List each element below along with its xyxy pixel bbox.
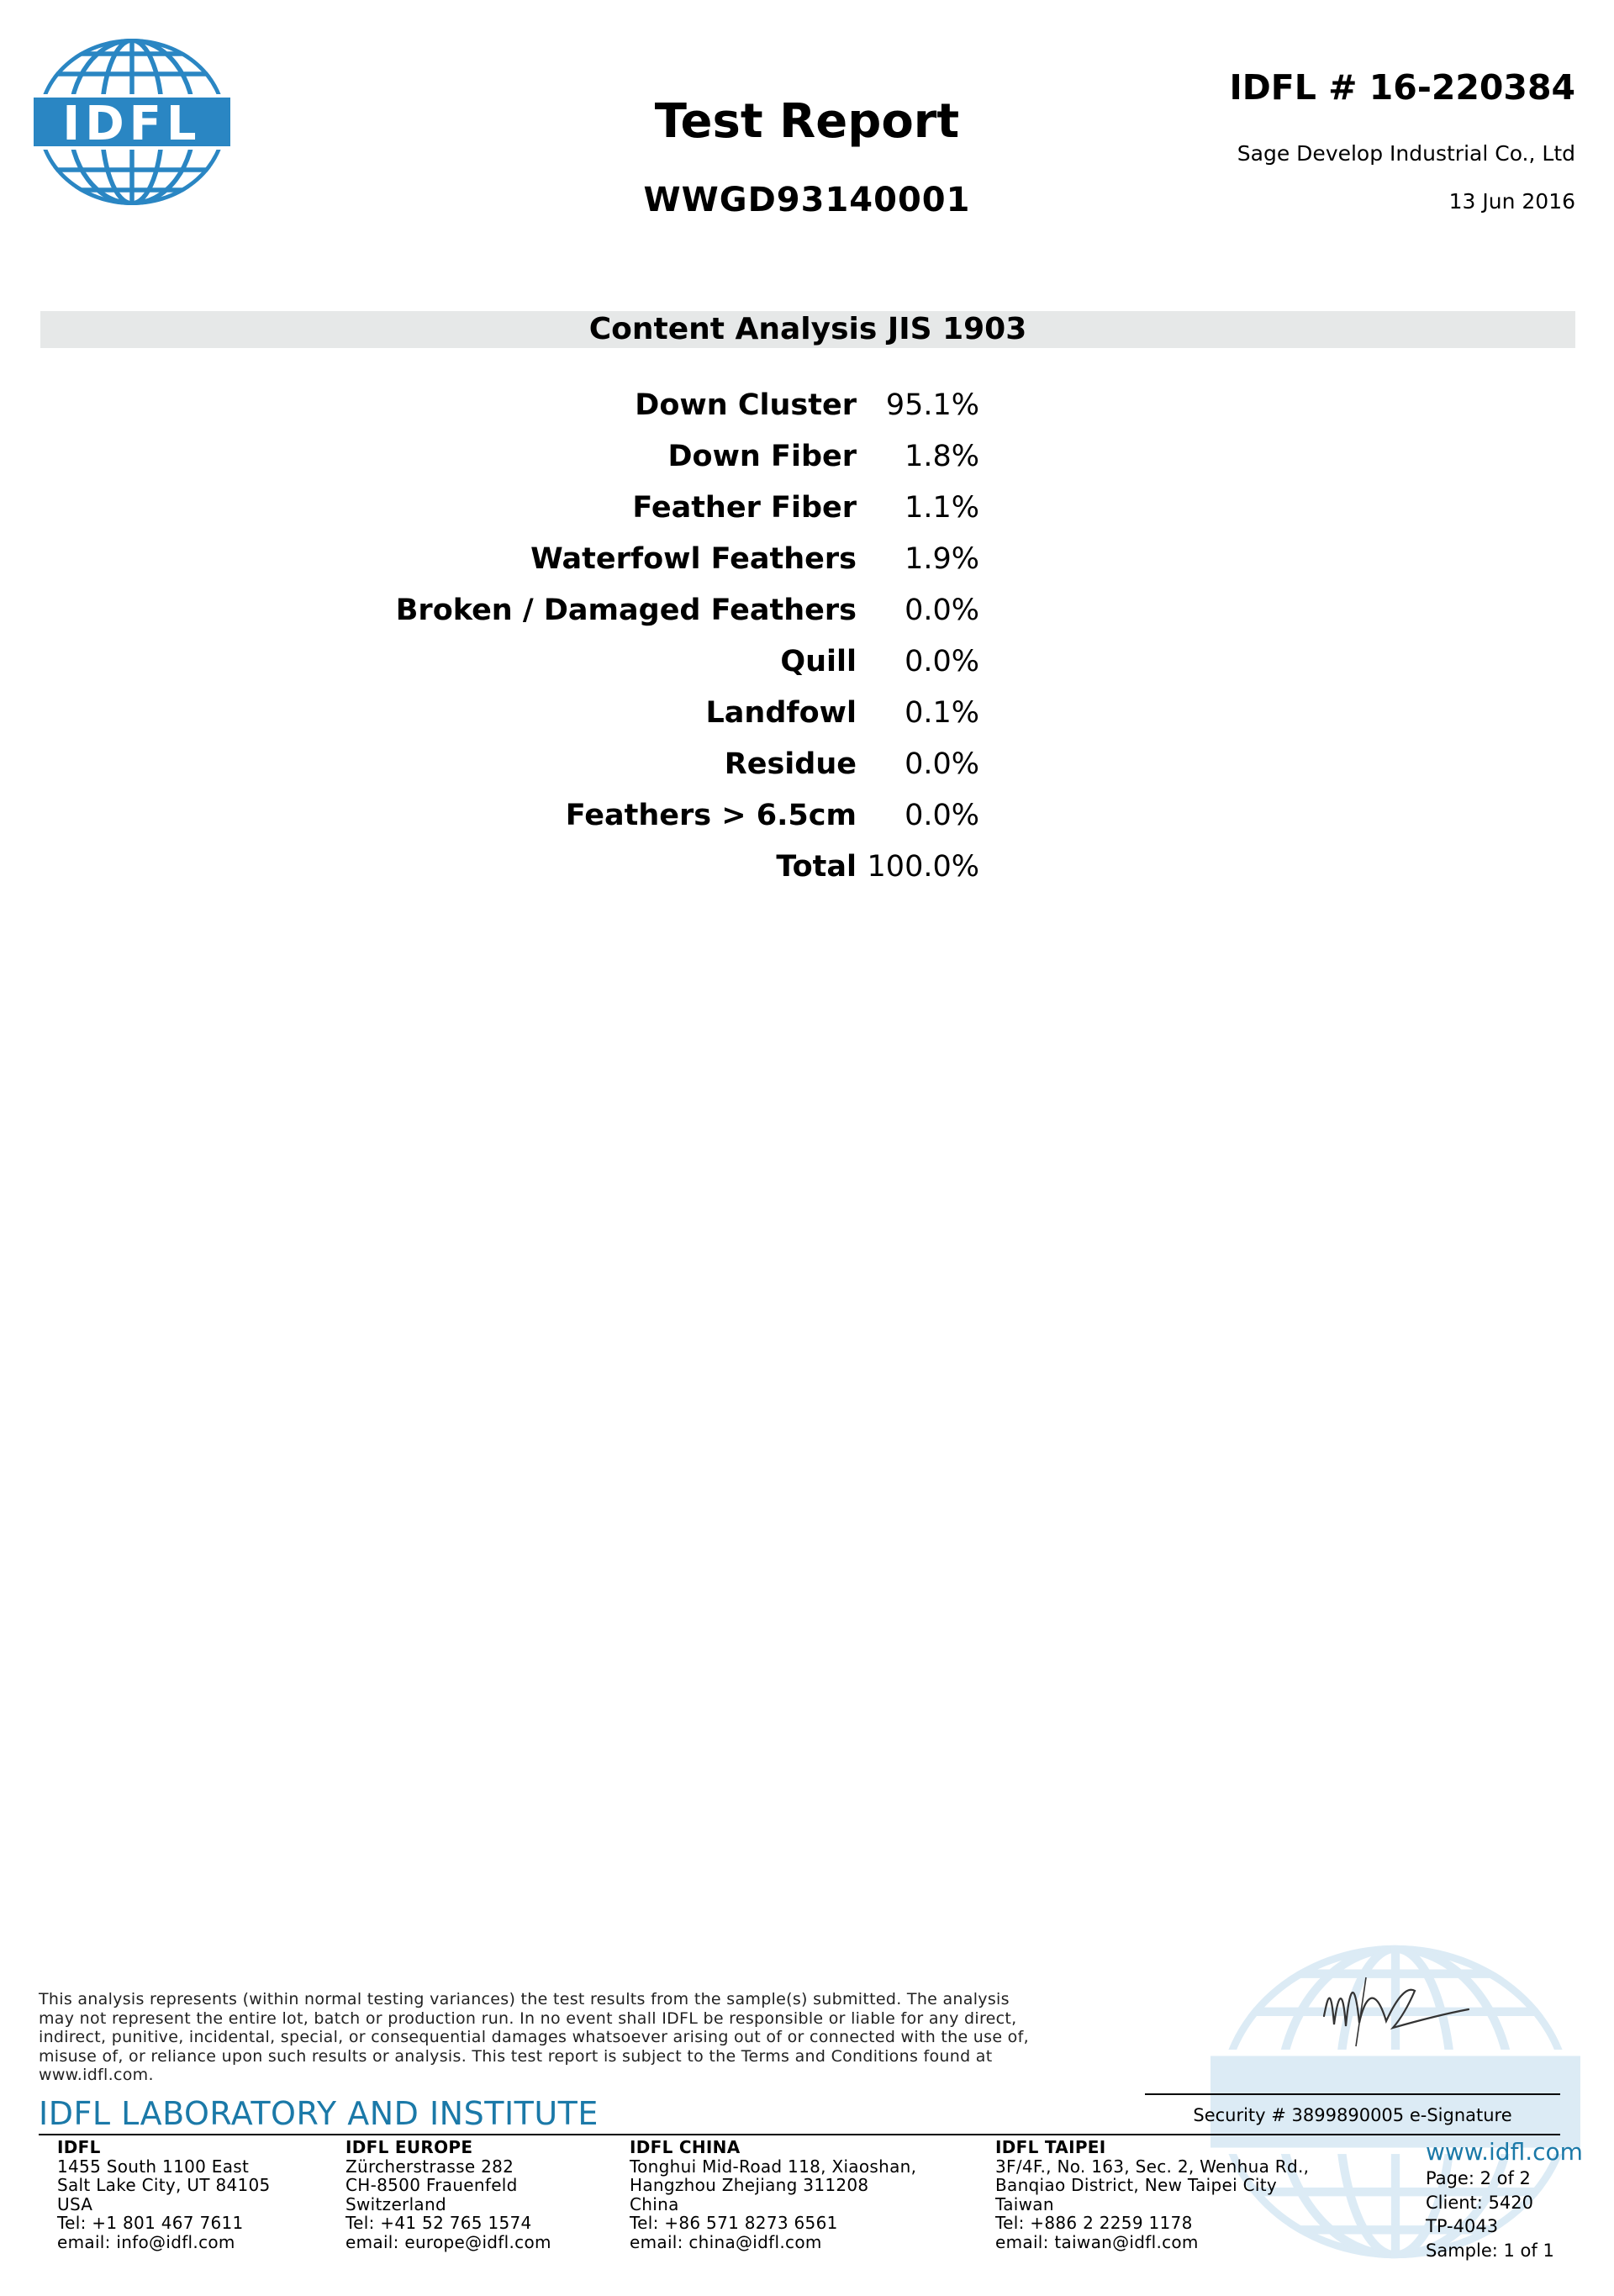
result-row [0,643,1614,694]
result-row [0,489,1614,541]
security-number: Security # 3899890005 e-Signature [1193,2105,1512,2125]
result-label: Feather Fiber [632,491,857,525]
office-line: email: europe@idfl.com [345,2231,551,2252]
result-label: Feathers > 6.5cm [565,799,857,832]
office-line: Tonghui Mid-Road 118, Xiaoshan, [630,2156,917,2177]
result-value: 1.9% [905,542,979,576]
office-line: email: taiwan@idfl.com [995,2231,1199,2252]
office-line: Tel: +1 801 467 7611 [57,2213,244,2233]
office-line: Zürcherstrasse 282 [345,2156,514,2177]
office-line: 1455 South 1100 East [57,2156,250,2177]
result-row [0,848,1614,900]
office-taipei [995,2138,1309,2251]
office-china [630,2138,916,2251]
disclaimer-line: This analysis represents (within normal testing variances) the test results from the sample(s) submitted. The analysis [39,1990,1010,2008]
office-name: IDFL TAIPEI [995,2137,1106,2157]
result-row [0,592,1614,643]
result-row [0,797,1614,848]
result-value: 0.0% [905,747,979,781]
office-name: IDFL [57,2137,101,2157]
result-label: Total [776,850,857,884]
result-label: Down Fiber [667,440,857,473]
disclaimer-line: indirect, punitive, incidental, special, or consequential damages whatsoever arising out of or connected with the use of, [39,2028,1029,2046]
office-line: 3F/4F., No. 163, Sec. 2, Wenhua Rd., [995,2156,1310,2177]
office-europe [345,2138,551,2251]
disclaimer [39,1990,1131,2085]
office-line: email: china@idfl.com [630,2231,822,2252]
page-title: Test Report [654,94,960,149]
office-line: Tel: +886 2 2259 1178 [995,2213,1193,2233]
result-value: 0.1% [905,696,979,730]
result-value: 95.1% [885,388,979,422]
report-meta [1426,2138,1583,2262]
result-label: Landfowl [705,696,857,730]
result-row [0,438,1614,489]
result-label: Residue [724,747,857,781]
result-label: Waterfowl Feathers [530,542,857,576]
section-title: Content Analysis JIS 1903 [588,312,1027,346]
result-value: 0.0% [905,645,979,678]
report-code: WWGD93140001 [643,181,971,219]
result-value: 0.0% [905,594,979,627]
footer-divider [39,2134,1560,2135]
disclaimer-line: www.idfl.com. [39,2066,154,2084]
office-line: Tel: +86 571 8273 6561 [630,2213,838,2233]
logo-text: IDFL [62,97,202,151]
disclaimer-line: may not represent the entire lot, batch or production run. In no event shall IDFL be responsible or liable for any direct, [39,2008,1017,2028]
office-line: USA [57,2193,93,2214]
sample-number: Sample: 1 of 1 [1426,2240,1554,2261]
office-line: email: info@idfl.com [57,2231,235,2252]
result-row [0,746,1614,797]
idfl-number: IDFL # 16-220384 [1229,67,1575,108]
result-value: 0.0% [905,799,979,832]
office-usa [57,2138,271,2251]
office-line: Banqiao District, New Taipei City [995,2175,1278,2195]
result-label: Quill [780,645,857,678]
office-line: Tel: +41 52 765 1574 [345,2213,532,2233]
result-value: 1.8% [905,440,979,473]
client-name: Sage Develop Industrial Co., Ltd [1237,141,1575,166]
signature-line [1145,2093,1560,2095]
result-value: 1.1% [905,491,979,525]
office-name: IDFL CHINA [630,2137,741,2157]
result-label: Down Cluster [635,388,857,422]
disclaimer-line: misuse of, or reliance upon such results or analysis. This test report is subject to the Terms and Conditions found at [39,2046,993,2066]
result-row [0,387,1614,438]
idfl-logo [34,35,230,208]
form-number: TP-4043 [1426,2216,1499,2236]
results-table [0,387,1614,900]
office-line: Hangzhou Zhejiang 311208 [630,2175,869,2195]
website-link[interactable]: www.idfl.com [1426,2138,1583,2166]
lab-name: IDFL LABORATORY AND INSTITUTE [39,2095,599,2132]
report-date: 13 Jun 2016 [1448,189,1575,214]
office-line: Taiwan [995,2193,1054,2214]
signature-image [1316,1966,1484,2058]
office-line: Switzerland [345,2193,446,2214]
result-label: Broken / Damaged Feathers [395,594,857,627]
page-number: Page: 2 of 2 [1426,2168,1531,2188]
office-line: CH-8500 Frauenfeld [345,2175,518,2195]
result-row [0,541,1614,592]
client-number: Client: 5420 [1426,2192,1533,2213]
office-name: IDFL EUROPE [345,2137,473,2157]
result-value: 100.0% [867,850,979,884]
office-line: China [630,2193,679,2214]
office-line: Salt Lake City, UT 84105 [57,2175,271,2195]
result-row [0,694,1614,746]
